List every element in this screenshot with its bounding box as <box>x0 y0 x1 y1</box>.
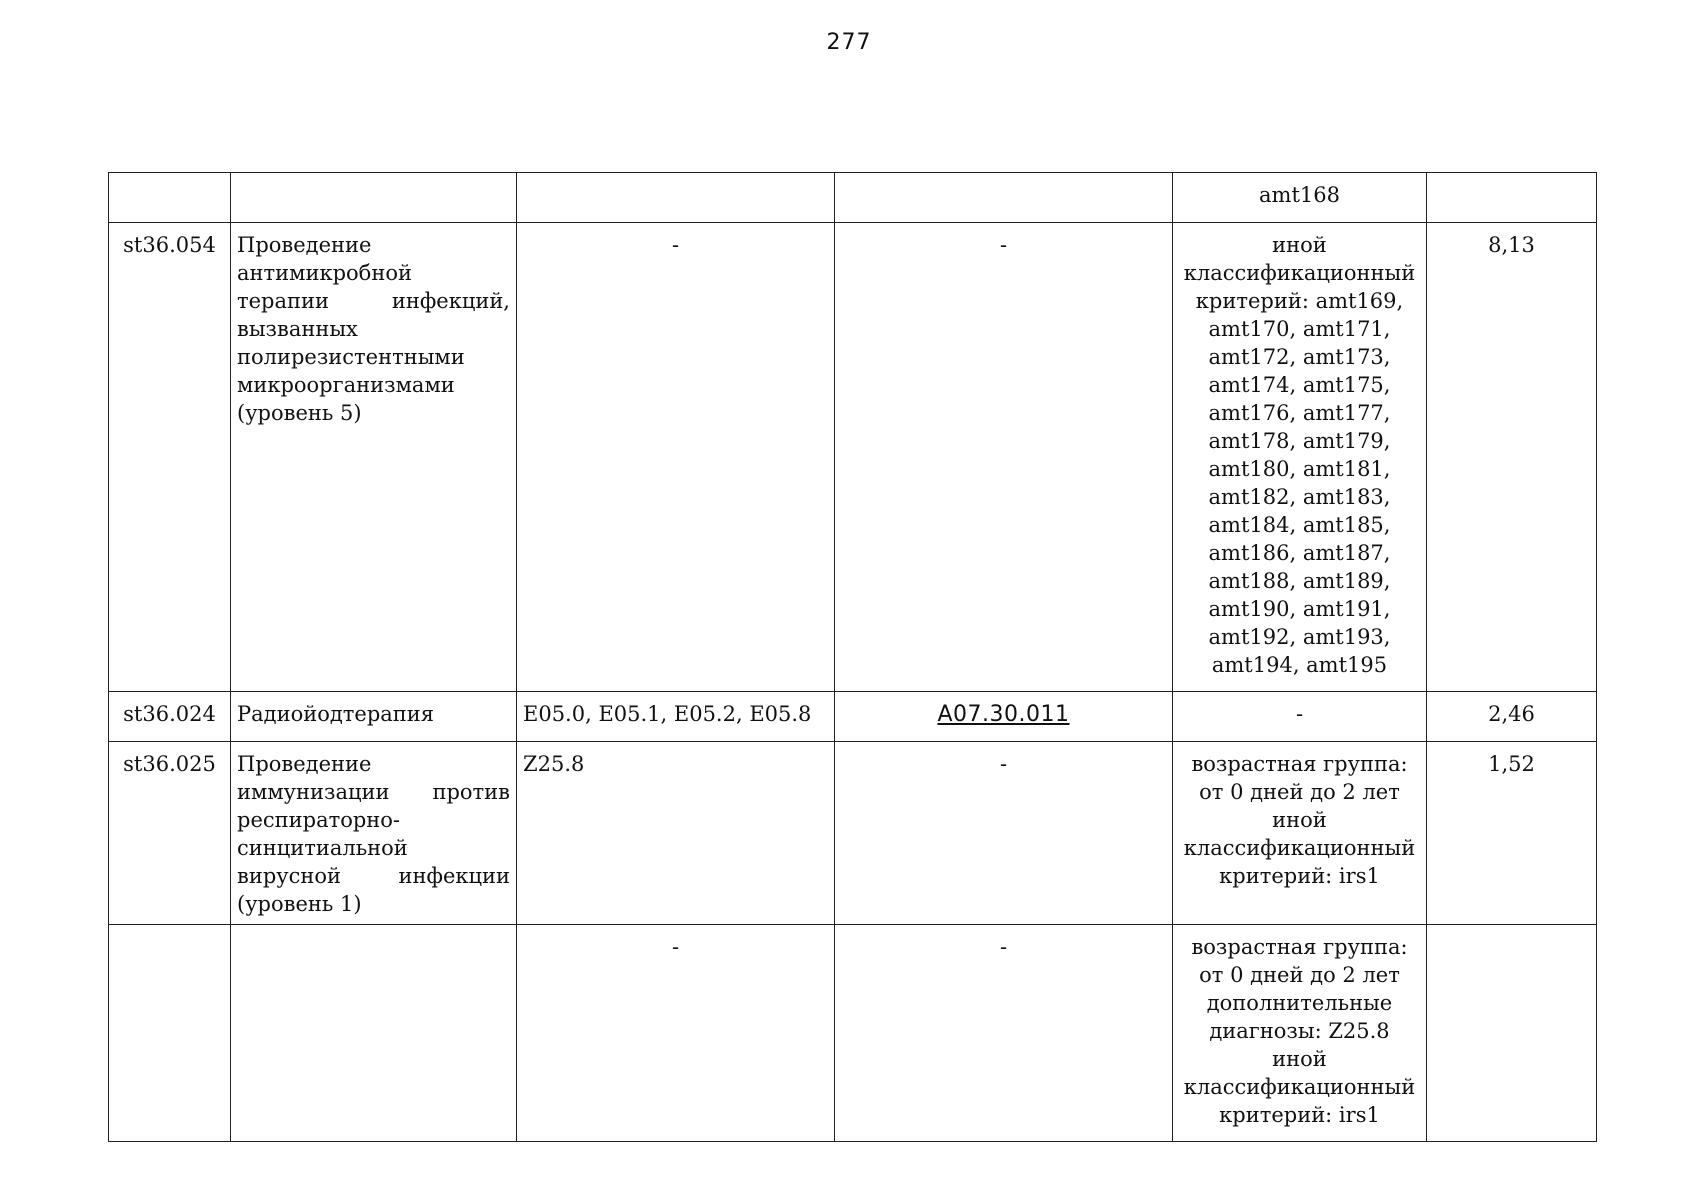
criteria-line: дополнительные <box>1206 991 1393 1015</box>
criteria-line: иной <box>1272 233 1327 257</box>
criteria-line: иной <box>1272 1047 1327 1071</box>
service-cell <box>835 692 1173 742</box>
criteria-line: amt176, amt177, <box>1208 401 1391 425</box>
ksg-name-cell: Радиойодтерапия <box>231 692 517 742</box>
criteria-line: amt192, amt193, <box>1208 625 1391 649</box>
table-row <box>109 223 1597 692</box>
service-cell: - <box>835 925 1173 1142</box>
table-row <box>109 692 1597 742</box>
criteria-cell <box>1173 692 1427 742</box>
criteria-line: amt180, amt181, <box>1208 457 1391 481</box>
table-row <box>109 925 1597 1142</box>
criteria-line: от 0 дней до 2 лет <box>1199 963 1400 987</box>
table-row <box>109 173 1597 223</box>
diagnoses-cell: - <box>517 925 835 1142</box>
criteria-line: amt186, amt187, <box>1208 541 1391 565</box>
criteria-line: возрастная группа: <box>1191 752 1408 776</box>
criteria-line: amt194, amt195 <box>1211 653 1388 677</box>
ksg-code-cell: st36.054 <box>109 223 231 692</box>
coefficient-cell: 2,46 <box>1427 692 1597 742</box>
table-row <box>109 742 1597 925</box>
page-number: 277 <box>826 30 872 55</box>
service-cell <box>835 173 1173 223</box>
criteria-line: amt170, amt171, <box>1208 317 1391 341</box>
criteria-line: amt168 <box>1259 183 1340 207</box>
criteria-cell <box>1173 742 1427 925</box>
ksg-code-cell: st36.024 <box>109 692 231 742</box>
diagnoses-cell <box>517 173 835 223</box>
criteria-line: диагнозы: Z25.8 <box>1209 1019 1390 1043</box>
criteria-line: классификационный <box>1183 1075 1416 1099</box>
criteria-line: классификационный <box>1183 836 1416 860</box>
criteria-cell <box>1173 223 1427 692</box>
diagnoses-cell: - <box>517 223 835 692</box>
criteria-line: критерий: irs1 <box>1219 864 1380 888</box>
ksg-code-cell: st36.025 <box>109 742 231 925</box>
coefficient-cell <box>1427 173 1597 223</box>
criteria-line: amt188, amt189, <box>1208 569 1391 593</box>
coefficient-cell <box>1427 925 1597 1142</box>
criteria-line: - <box>1295 702 1304 726</box>
criteria-line: возрастная группа: <box>1191 935 1408 959</box>
criteria-line: от 0 дней до 2 лет <box>1199 780 1400 804</box>
service-cell: - <box>835 742 1173 925</box>
criteria-line: amt184, amt185, <box>1208 513 1391 537</box>
criteria-line: amt182, amt183, <box>1208 485 1391 509</box>
service-code-link[interactable]: A07.30.011 <box>937 702 1070 727</box>
diagnoses-cell: E05.0, E05.1, E05.2, E05.8 <box>517 692 835 742</box>
ksg-code-cell <box>109 173 231 223</box>
criteria-line: критерий: irs1 <box>1219 1103 1380 1127</box>
criteria-cell <box>1173 173 1427 223</box>
coefficient-cell: 8,13 <box>1427 223 1597 692</box>
service-cell: - <box>835 223 1173 692</box>
criteria-line: amt190, amt191, <box>1208 597 1391 621</box>
criteria-line: amt172, amt173, <box>1208 345 1391 369</box>
criteria-line: критерий: amt169, <box>1195 289 1404 313</box>
ksg-name-cell: Проведение иммунизации против респираторно-синцитиальной вирусной инфекции (уровень 1) <box>231 742 517 925</box>
criteria-cell <box>1173 925 1427 1142</box>
coefficient-cell: 1,52 <box>1427 742 1597 925</box>
diagnoses-cell: Z25.8 <box>517 742 835 925</box>
ksg-name-cell <box>231 925 517 1142</box>
criteria-line: иной <box>1272 808 1327 832</box>
tariff-table <box>108 172 1597 1142</box>
criteria-line: классификационный <box>1183 261 1416 285</box>
criteria-line: amt178, amt179, <box>1208 429 1391 453</box>
ksg-code-cell <box>109 925 231 1142</box>
criteria-line: amt174, amt175, <box>1208 373 1391 397</box>
ksg-name-cell: Проведение антимикробной терапии инфекций, вызванных полирезистентными микроорганизмами (уровень 5) <box>231 223 517 692</box>
ksg-name-cell <box>231 173 517 223</box>
